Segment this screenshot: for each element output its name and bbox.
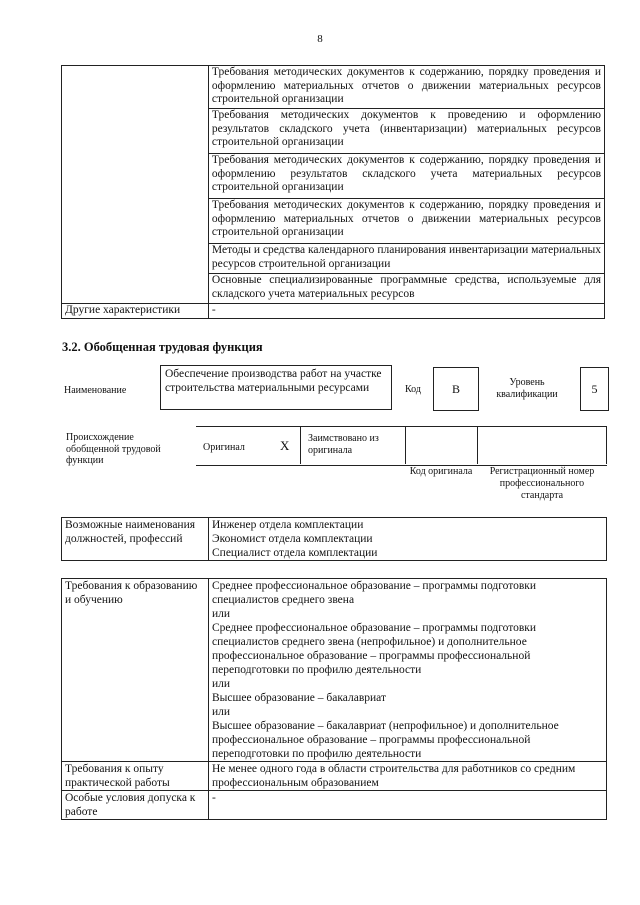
borrowed-label: Заимствовано из оригинала bbox=[308, 433, 379, 456]
origin-divider bbox=[300, 426, 301, 464]
reg-number-caption: Регистрационный номер профессионального стандарта bbox=[489, 466, 595, 501]
function-name-value: Обеспечение производства работ на участке строительства материальными ресурсами bbox=[160, 365, 392, 410]
knowledge-item: Требования методических документов к содержанию, порядку проведения и оформлению материальных отчетов о движении материальных ресурсов строительной организации bbox=[208, 199, 604, 244]
education-line: Высшее образование – бакалавриат (непрофильное) и дополнительное профессиональное образование – программы профессиональной переподготовки по профилю деятельности bbox=[212, 720, 559, 760]
origin-divider bbox=[477, 426, 478, 464]
position-item: Экономист отдела комплектации bbox=[212, 533, 373, 545]
positions-table bbox=[61, 517, 607, 561]
education-line: или bbox=[212, 678, 231, 690]
other-characteristics-label: Другие характеристики bbox=[62, 304, 209, 319]
name-label: Наименование bbox=[64, 385, 127, 396]
special-conditions-label: Особые условия допуска к работе bbox=[62, 791, 209, 820]
code-original-caption: Код оригинала bbox=[409, 466, 473, 477]
education-line: или bbox=[212, 608, 231, 620]
level-value: 5 bbox=[580, 367, 609, 411]
education-line: Высшее образование – бакалавриат bbox=[212, 692, 386, 704]
knowledge-table bbox=[61, 65, 605, 319]
positions-list bbox=[209, 518, 607, 561]
knowledge-label-cell bbox=[62, 66, 209, 304]
position-item: Инженер отдела комплектации bbox=[212, 519, 364, 531]
code-value: B bbox=[433, 367, 479, 411]
position-item: Специалист отдела комплектации bbox=[212, 547, 378, 559]
knowledge-item: Требования методических документов к проведению и оформлению результатов складского учета (инвентаризации) материальных ресурсов строительной организации bbox=[208, 109, 604, 154]
experience-label: Требования к опыту практической работы bbox=[62, 762, 209, 791]
knowledge-item: Методы и средства календарного планирования инвентаризации материальных ресурсов строительной организации bbox=[208, 244, 604, 274]
origin-divider bbox=[405, 426, 406, 464]
requirements-table bbox=[61, 578, 607, 820]
section-title: 3.2. Обобщенная трудовая функция bbox=[62, 340, 263, 354]
knowledge-item: Требования методических документов к содержанию, порядку проведения и оформлению материальных отчетов о движении материальных ресурсов строительной организации bbox=[208, 66, 604, 109]
level-label: Уровень квалификации bbox=[496, 377, 558, 400]
page-number: 8 bbox=[317, 33, 323, 45]
education-line: Среднее профессиональное образование – программы подготовки специалистов среднего звена (непрофильное) и дополнительное профессиональное образование – программы профессиональной переподготовки по профилю деятельности bbox=[212, 622, 537, 676]
education-label: Требования к образованию и обучению bbox=[62, 579, 209, 762]
education-line: или bbox=[212, 706, 231, 718]
knowledge-item: Требования методических документов к содержанию, порядку проведения и оформлению результатов складского учета материальных ресурсов строительной организации bbox=[208, 154, 604, 199]
origin-label: Происхождение обобщенной трудовой функции bbox=[66, 432, 161, 466]
special-conditions-value: - bbox=[209, 791, 607, 820]
origin-box bbox=[196, 426, 607, 466]
knowledge-item: Основные специализированные программные средства, используемые для складского учета материальных ресурсов bbox=[208, 274, 604, 304]
origin-divider bbox=[606, 426, 607, 464]
code-label: Код bbox=[405, 384, 421, 395]
other-characteristics-value: - bbox=[208, 304, 604, 319]
experience-value: Не менее одного года в области строительства для работников со средним профессиональным образованием bbox=[209, 762, 607, 791]
education-line: Среднее профессиональное образование – программы подготовки специалистов среднего звена bbox=[212, 580, 537, 606]
original-mark: X bbox=[280, 438, 290, 453]
original-label: Оригинал bbox=[203, 442, 245, 453]
education-value bbox=[209, 579, 607, 762]
positions-label: Возможные наименования должностей, профессий bbox=[62, 518, 209, 561]
